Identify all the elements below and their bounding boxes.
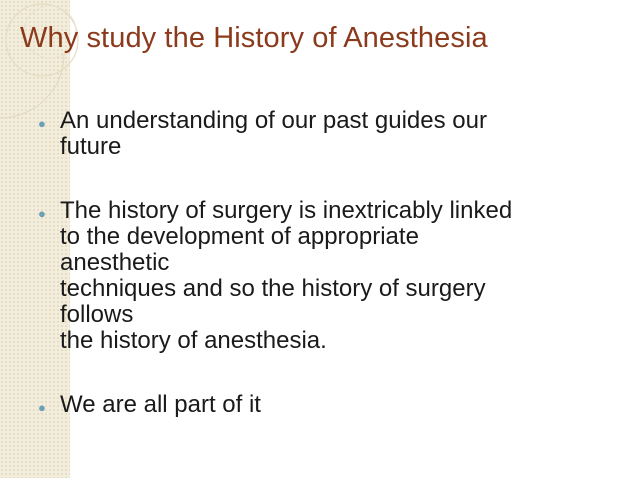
- bullet-dot-icon: ●: [38, 206, 46, 221]
- bullet-item: [38, 108, 598, 160]
- bullet-line: The history of surgery is inextricably linked: [60, 197, 513, 224]
- bullet-line: future: [60, 133, 122, 160]
- bullet-dot-icon: ●: [38, 116, 46, 131]
- bullet-list: [38, 108, 598, 459]
- bullet-line: An understanding of our past guides our: [60, 107, 487, 134]
- bullet-line: anesthetic: [60, 249, 170, 276]
- bullet-line: to the development of appropriate: [60, 223, 419, 250]
- bullet-line: We are all part of it: [60, 391, 261, 418]
- bullet-text: [60, 198, 512, 354]
- bullet-line: follows: [60, 301, 134, 328]
- bullet-item: [38, 392, 598, 421]
- bullet-text: [60, 392, 261, 418]
- slide-title: Why study the History of Anesthesia: [20, 22, 488, 54]
- bullet-text: [60, 108, 487, 160]
- bullet-item: [38, 198, 598, 354]
- bullet-line: the history of anesthesia.: [60, 327, 327, 354]
- bullet-dot-icon: ●: [38, 400, 46, 415]
- bullet-line: techniques and so the history of surgery: [60, 275, 486, 302]
